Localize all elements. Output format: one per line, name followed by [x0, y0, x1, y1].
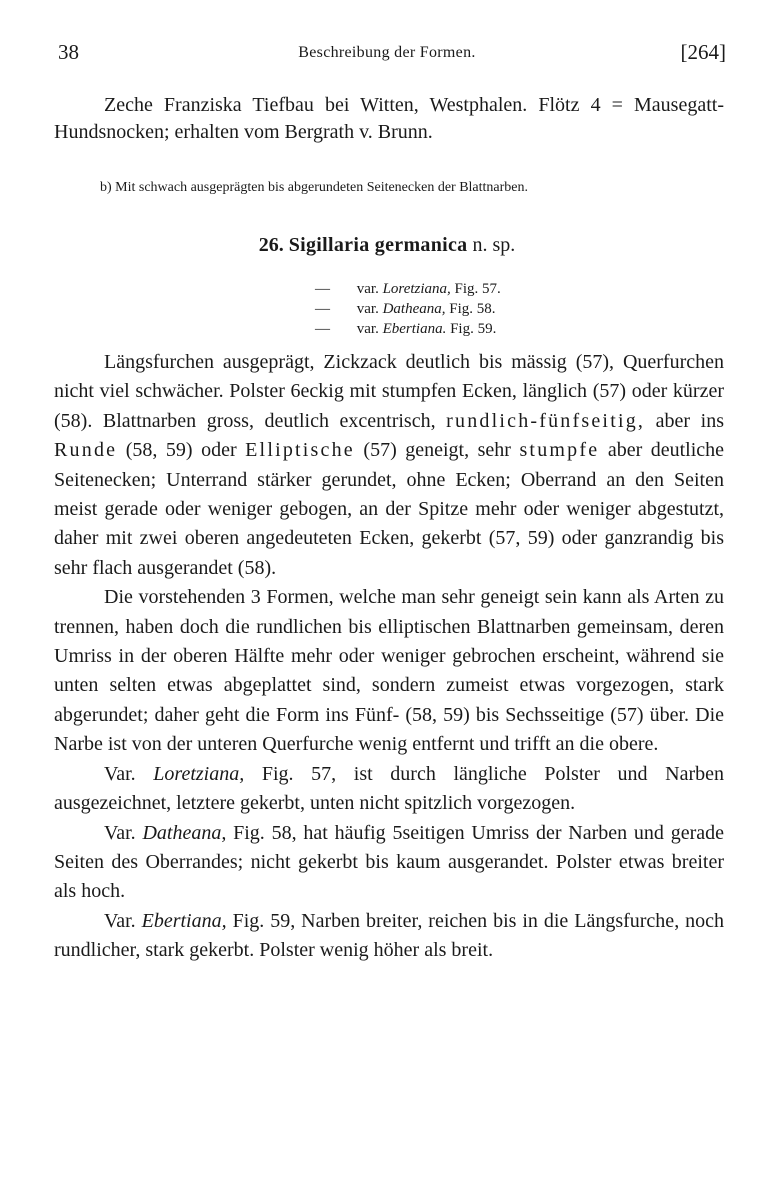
variety-name: Ebertiana. [382, 321, 447, 337]
text-run: Fig. 57, ist durch längliche Polster und Narben ausgezeichnet, letztere gekerbt, unten nicht spitzlich vorgezogen. [54, 762, 725, 815]
text-run: Längsfurchen ausgeprägt, Zickzack deutlich bis mässig (57), Querfurchen nicht viel schwächer. Polster 6eckig mit stumpfen Ecken, länglich (57) oder kürzer (58). Blattnarben gross, deutlich excentrisch, [54, 351, 724, 432]
variety-prefix: var. [356, 321, 379, 337]
text-run: (57) geneigt, sehr [363, 439, 511, 462]
spaced-term: stumpfe [519, 439, 600, 462]
running-title: Beschreibung der Formen. [298, 44, 476, 61]
variety-paragraph-loretziana [54, 760, 724, 819]
species-suffix: n. sp. [472, 234, 516, 256]
spaced-term: Elliptische [245, 439, 355, 462]
species-number: 26. [258, 234, 284, 256]
variety-figure: Fig. 58. [449, 301, 496, 317]
var-name: Ebertiana, [141, 909, 227, 932]
variety-dash: — [315, 281, 330, 297]
text-run: aber ins [655, 409, 724, 432]
variety-dash: — [315, 301, 330, 317]
var-name: Loretziana, [153, 762, 245, 785]
variety-figure: Fig. 57. [454, 281, 501, 297]
description-body [54, 348, 724, 966]
page-number: 38 [58, 40, 79, 64]
text-run: Fig. 58, hat häufig 5seitigen Umriss der Narben und gerade Seiten des Oberrandes; nicht gekerbt bis kaum ausgerandet. Polster etwas breiter als hoch. [54, 821, 725, 903]
text-run: Fig. 59, Narben breiter, reichen bis in die Längsfurche, noch rundlicher, stark gekerbt. Polster wenig höher als breit. [54, 909, 725, 962]
var-label: Var. [104, 821, 136, 844]
variety-name: Datheana, [382, 301, 446, 317]
bracket-page-number: [264] [680, 40, 726, 64]
var-name: Datheana, [142, 821, 227, 844]
variety-prefix: var. [356, 281, 379, 297]
description-paragraph [54, 348, 724, 583]
locality-paragraph: Zeche Franziska Tiefbau bei Witten, Westphalen. Flötz 4 = Mausegatt-Hundsnocken; erhalten vom Bergrath v. Brunn. [54, 94, 724, 143]
variety-figure: Fig. 59. [450, 321, 497, 337]
var-label: Var. [104, 909, 136, 932]
text-run: (58, 59) oder [125, 439, 237, 462]
variety-list [315, 279, 501, 339]
text-run: aber deutliche Seitenecken; Unterrand stärker gerundet, ohne Ecken; Oberrand an den Seiten meist gerade oder weniger gebogen, an der Spitze mehr oder weniger abgestutzt, daher mit zwei oberen angedeuteten Ecken, gekerbt (57, 59) oder ganzrandig bis sehr flach ausgerandet (58). [54, 439, 725, 579]
var-label: Var. [104, 762, 136, 785]
variety-prefix: var. [356, 301, 379, 317]
variety-line [315, 279, 501, 299]
variety-line [315, 319, 501, 339]
species-heading [0, 234, 774, 257]
variety-line [315, 299, 501, 319]
section-note: b) Mit schwach ausgeprägten bis abgerundeten Seitenecken der Blattnarben. [100, 180, 529, 195]
species-name: Sigillaria germanica [288, 234, 468, 256]
comparison-paragraph: Die vorstehenden 3 Formen, welche man sehr geneigt sein kann als Arten zu trennen, haben doch die rundlichen bis elliptischen Blattnarben gemeinsam, deren Umriss in der oberen Hälfte mehr oder weniger gebrochen erscheint, während sie unten selten etwas abgeplattet sind, sondern zumeist etwas vorgezogen, stark abgerundet; daher geht die Form ins Fünf- (58, 59) bis Sechsseitige (57) über. Die Narbe ist von der unteren Querfurche wenig entfernt und trifft an die obere. [54, 586, 724, 756]
spaced-term: rundlich-fünfseitig, [446, 409, 646, 432]
variety-paragraph-datheana [54, 819, 724, 907]
variety-name: Loretziana, [382, 281, 451, 297]
spaced-term: Runde [54, 439, 118, 462]
variety-paragraph-ebertiana [54, 907, 724, 966]
running-header [0, 40, 774, 70]
variety-dash: — [315, 321, 330, 337]
